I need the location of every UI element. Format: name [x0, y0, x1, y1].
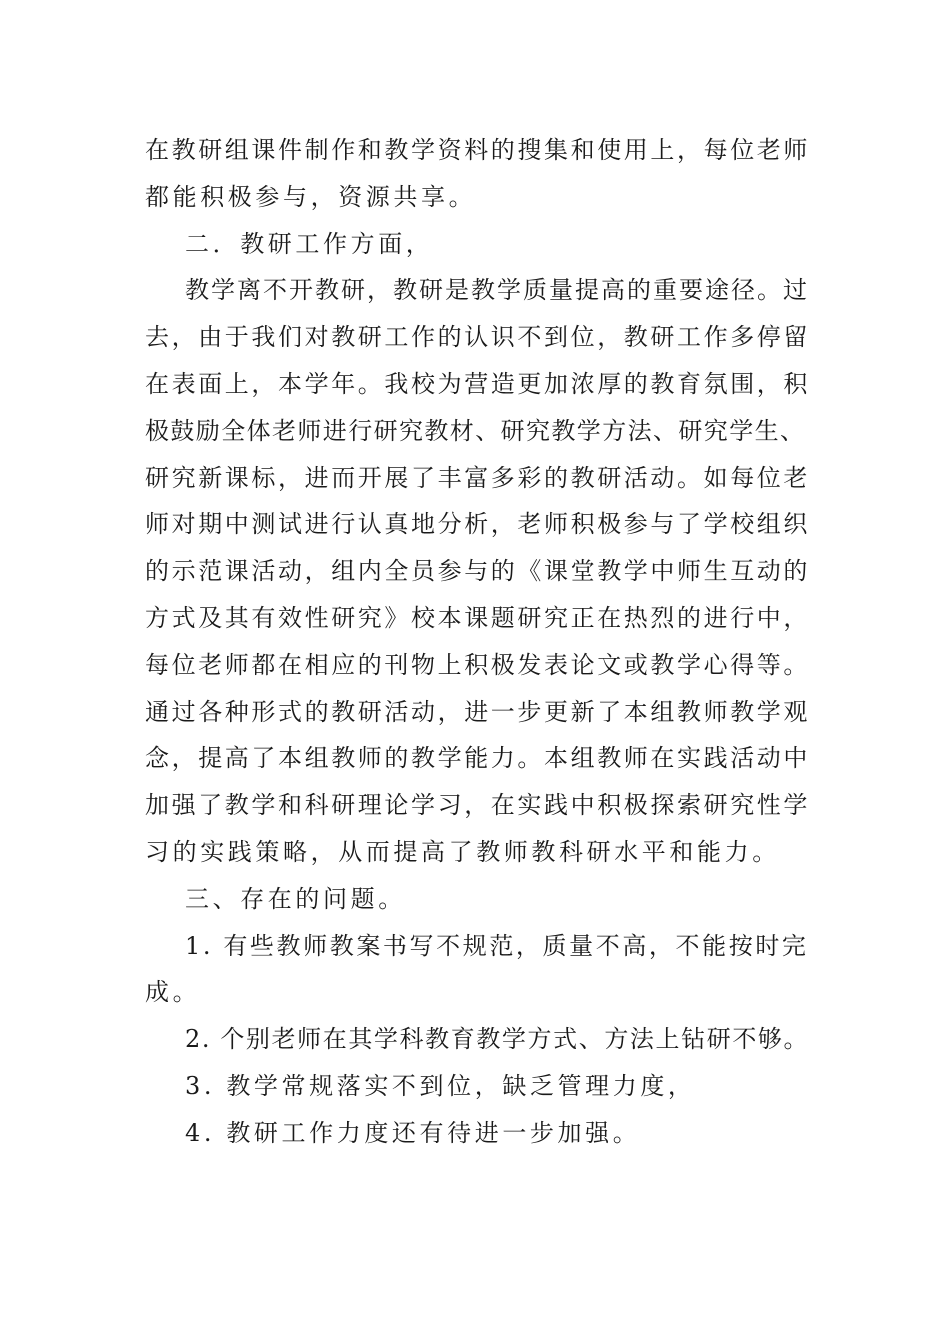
- list-item-4: 4. 教研工作力度还有待进一步加强。: [185, 1118, 641, 1147]
- text-line-4: 教学离不开教研，教研是教学质量提高的重要途径。过: [185, 276, 809, 305]
- text-line-12: 每位老师都在相应的刊物上积极发表论文或教学心得等。: [145, 650, 810, 679]
- section-heading-2: 二．教研工作方面，: [185, 229, 434, 258]
- text-line-8: 研究新课标，进而开展了丰富多彩的教研活动。如每位老: [145, 463, 810, 492]
- text-line-7: 极鼓励全体老师进行研究教材、研究教学方法、研究学生、: [145, 416, 806, 445]
- text-line-9: 师对期中测试进行认真地分析，老师积极参与了学校组织: [145, 510, 810, 539]
- text-line-10: 的示范课活动，组内全员参与的《课堂教学中师生互动的: [145, 557, 810, 586]
- text-line-2: 都能积极参与，资源共享。: [145, 182, 477, 211]
- list-item-1-cont: 成。: [145, 978, 201, 1007]
- list-item-2: 2. 个别老师在其学科教育教学方式、方法上钻研不够。: [185, 1025, 810, 1054]
- text-line-1: 在教研组课件制作和教学资料的搜集和使用上，每位老师: [145, 136, 810, 164]
- list-item-3: 3. 教学常规落实不到位，缺乏管理力度，: [185, 1071, 696, 1100]
- text-line-14: 念，提高了本组教师的教学能力。本组教师在实践活动中: [145, 744, 810, 773]
- text-line-16: 习的实践策略，从而提高了教师教科研水平和能力。: [145, 837, 780, 866]
- text-line-11: 方式及其有效性研究》校本课题研究正在热烈的进行中，: [145, 603, 810, 632]
- text-line-5: 去，由于我们对教研工作的认识不到位，教研工作多停留: [145, 323, 810, 352]
- section-heading-3: 三、存在的问题。: [185, 884, 406, 913]
- document-body: [145, 127, 810, 1157]
- list-item-1: 1. 有些教师教案书写不规范，质量不高，不能按时完: [185, 931, 809, 960]
- text-line-15: 加强了教学和科研理论学习，在实践中积极探索研究性学: [145, 791, 810, 820]
- text-line-13: 通过各种形式的教研活动，进一步更新了本组教师教学观: [145, 697, 810, 726]
- text-line-6: 在表面上，本学年。我校为营造更加浓厚的教育氛围，积: [145, 369, 810, 398]
